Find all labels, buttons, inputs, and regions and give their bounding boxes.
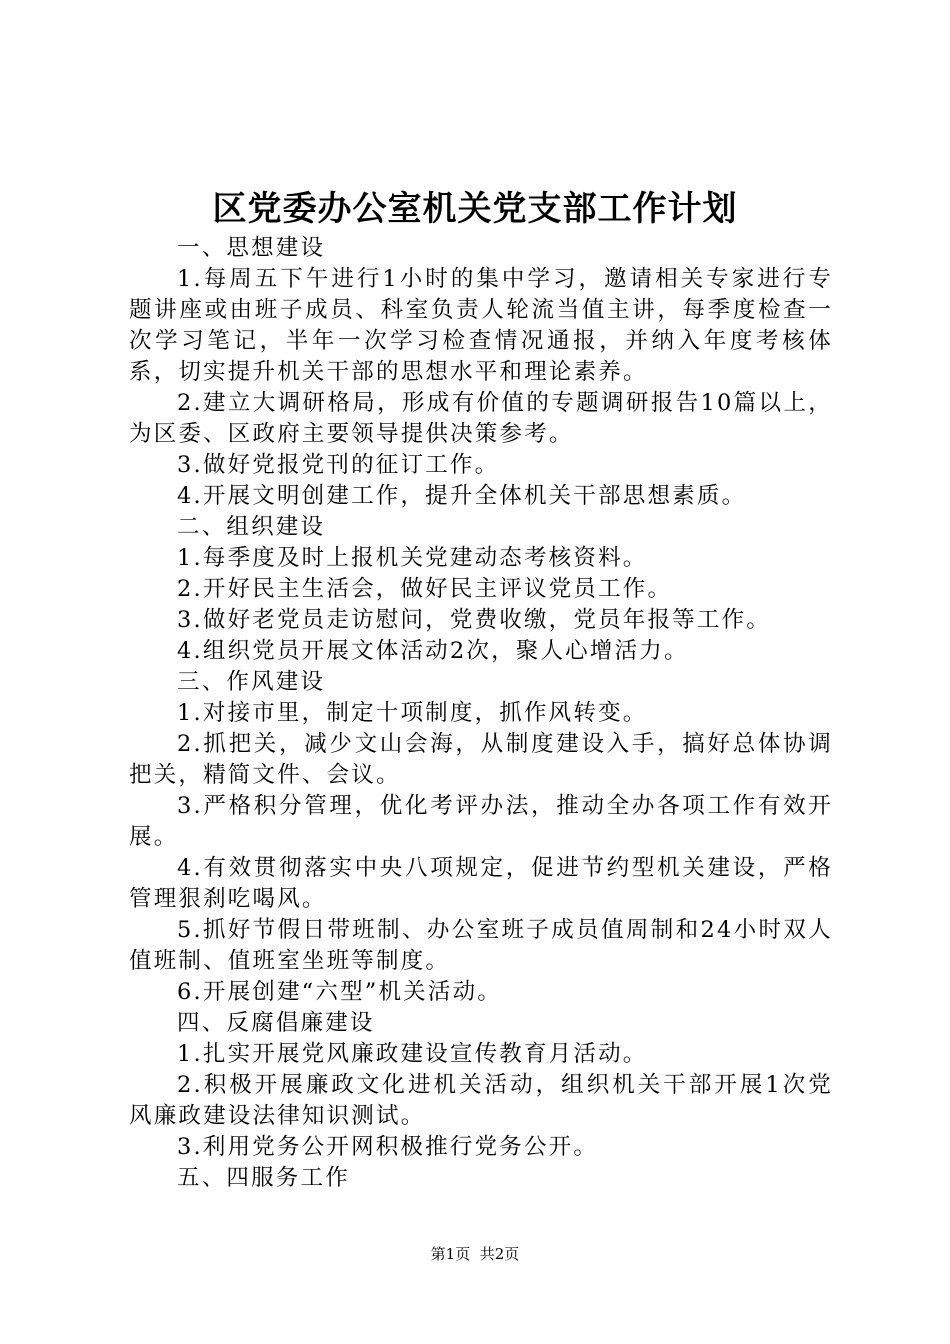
- paragraph: 4.有效贯彻落实中央八项规定，促进节约型机关建设，严格管理狠刹吃喝风。: [129, 855, 833, 912]
- document-title: 区党委办公室机关党支部工作计划: [212, 189, 738, 229]
- section-heading: 二、组织建设: [177, 514, 326, 540]
- paragraph: 1.对接市里，制定十项制度，抓作风转变。: [177, 700, 648, 726]
- paragraph: 2.抓把关，减少文山会海，从制度建设入手，搞好总体协调把关，精简文件、会议。: [129, 731, 833, 788]
- section-heading: 五、四服务工作: [177, 1165, 350, 1191]
- paragraph: 3.严格积分管理，优化考评办法，推动全办各项工作有效开展。: [129, 793, 833, 850]
- paragraph: 5.抓好节假日带班制、办公室班子成员值周制和24小时双人值班制、值班室坐班等制度。: [129, 917, 833, 974]
- paragraph: 2.开好民主生活会，做好民主评议党员工作。: [177, 576, 673, 602]
- document-body: [129, 233, 833, 1194]
- page-footer: [0, 1242, 950, 1266]
- paragraph: 1.每周五下午进行1小时的集中学习，邀请相关专家进行专题讲座或由班子成员、科室负责人轮流当值主讲，每季度检查一次学习笔记，半年一次学习检查情况通报，并纳入年度考核体系，切实提升机关干部的思想水平和理论素养。: [129, 266, 833, 385]
- paragraph: 2.建立大调研格局，形成有价值的专题调研报告10篇以上，为区委、区政府主要领导提供决策参考。: [129, 390, 833, 447]
- page-number: 第1页: [430, 1245, 471, 1263]
- paragraph: 1.每季度及时上报机关党建动态考核资料。: [177, 545, 648, 571]
- paragraph: 3.做好党报党刊的征订工作。: [177, 452, 500, 478]
- paragraph: 4.开展文明创建工作，提升全体机关干部思想素质。: [177, 483, 747, 509]
- section-heading: 四、反腐倡廉建设: [177, 1010, 375, 1036]
- paragraph: 1.扎实开展党风廉政建设宣传教育月活动。: [177, 1041, 648, 1067]
- paragraph: 2.积极开展廉政文化进机关活动，组织机关干部开展1次党风廉政建设法律知识测试。: [129, 1072, 833, 1129]
- paragraph: 3.利用党务公开网积极推行党务公开。: [177, 1134, 599, 1160]
- section-heading: 一、思想建设: [177, 235, 326, 261]
- paragraph: 6.开展创建“六型”机关活动。: [177, 979, 502, 1005]
- paragraph: 3.做好老党员走访慰问，党费收缴，党员年报等工作。: [177, 607, 771, 633]
- page-total: 共2页: [479, 1245, 520, 1263]
- paragraph: 4.组织党员开展文体活动2次，聚人心增活力。: [177, 638, 689, 664]
- section-heading: 三、作风建设: [177, 669, 326, 695]
